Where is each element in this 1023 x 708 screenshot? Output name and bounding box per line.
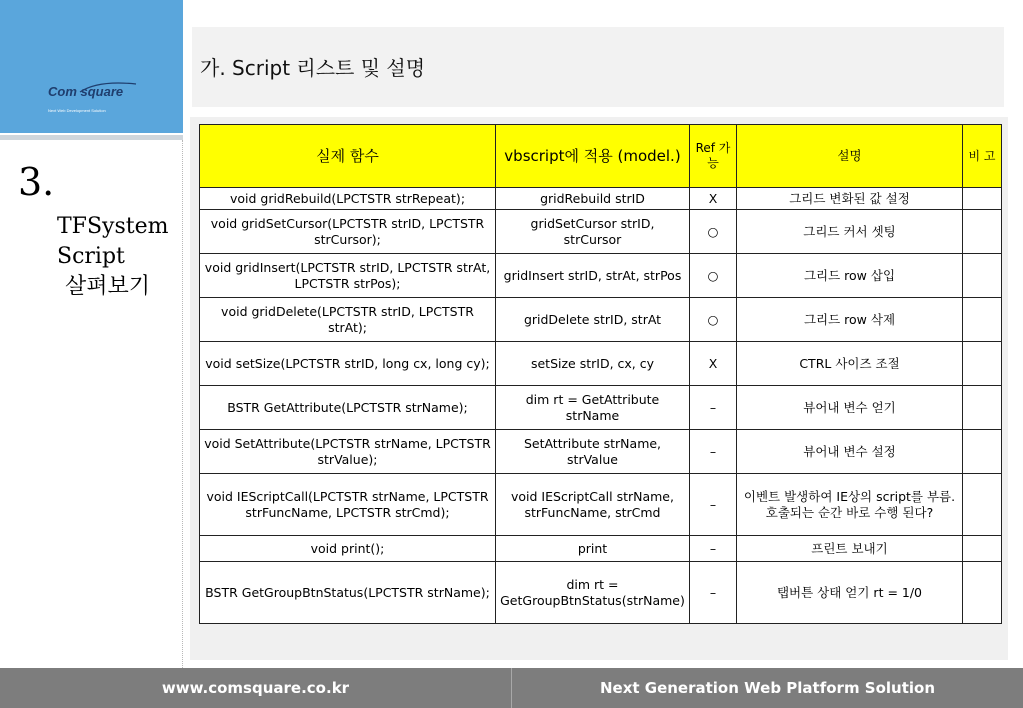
cell-vbscript: setSize strID, cx, cy <box>496 342 690 386</box>
cell-vbscript: print <box>496 536 690 562</box>
cell-function: BSTR GetGroupBtnStatus(LPCTSTR strName); <box>200 562 496 624</box>
cell-function: void gridInsert(LPCTSTR strID, LPCTSTR strAt, LPCTSTR strPos); <box>200 254 496 298</box>
logo-tagline: Next Web Development Solution <box>48 108 106 113</box>
section-number: 3. <box>18 160 55 204</box>
header-note: 비 고 <box>963 125 1002 188</box>
cell-note <box>963 562 1002 624</box>
cell-function: void gridSetCursor(LPCTSTR strID, LPCTSTR strCursor); <box>200 210 496 254</box>
table-header-row <box>200 125 1002 188</box>
cell-ref: ○ <box>690 298 737 342</box>
cell-note <box>963 474 1002 536</box>
header-vbscript: vbscript에 적용 (model.) <box>496 125 690 188</box>
header-function: 실제 함수 <box>200 125 496 188</box>
cell-note <box>963 254 1002 298</box>
cell-ref: – <box>690 386 737 430</box>
cell-function: void gridDelete(LPCTSTR strID, LPCTSTR strAt); <box>200 298 496 342</box>
logo-panel <box>0 0 183 133</box>
table-row <box>200 474 1002 536</box>
cell-vbscript: dim rt = GetGroupBtnStatus(strName) <box>496 562 690 624</box>
header-ref: Ref 가 능 <box>690 125 737 188</box>
logo: Com square <box>48 84 124 99</box>
cell-ref: – <box>690 474 737 536</box>
cell-ref: ○ <box>690 254 737 298</box>
table-row <box>200 342 1002 386</box>
cell-note <box>963 210 1002 254</box>
cell-note <box>963 298 1002 342</box>
section-title <box>57 212 187 302</box>
sidebar-divider <box>0 135 183 140</box>
cell-function: void gridRebuild(LPCTSTR strRepeat); <box>200 188 496 210</box>
footer-slogan: Next Generation Web Platform Solution <box>599 679 936 697</box>
cell-description: 탭버튼 상태 얻기 rt = 1/0 <box>737 562 963 624</box>
cell-function: BSTR GetAttribute(LPCTSTR strName); <box>200 386 496 430</box>
footer-website: www.comsquare.co.kr <box>161 679 350 697</box>
cell-description: 뷰어내 변수 얻기 <box>737 386 963 430</box>
cell-description: 그리드 변화된 값 설정 <box>737 188 963 210</box>
cell-vbscript: gridDelete strID, strAt <box>496 298 690 342</box>
page-title: 가. Script 리스트 및 설명 <box>200 56 426 80</box>
cell-function: void print(); <box>200 536 496 562</box>
cell-function: void setSize(LPCTSTR strID, long cx, long cy); <box>200 342 496 386</box>
section-title-line: Script <box>57 244 125 269</box>
cell-note <box>963 342 1002 386</box>
table-row <box>200 562 1002 624</box>
table-row <box>200 188 1002 210</box>
script-table <box>199 124 1002 624</box>
cell-description: 뷰어내 변수 설정 <box>737 430 963 474</box>
table-row <box>200 430 1002 474</box>
table-row <box>200 254 1002 298</box>
cell-vbscript: void IEScriptCall strName, strFuncName, strCmd <box>496 474 690 536</box>
table-row <box>200 536 1002 562</box>
cell-ref: – <box>690 562 737 624</box>
table-row <box>200 210 1002 254</box>
cell-note <box>963 430 1002 474</box>
cell-vbscript: gridSetCursor strID, strCursor <box>496 210 690 254</box>
cell-function: void IEScriptCall(LPCTSTR strName, LPCTSTR strFuncName, LPCTSTR strCmd); <box>200 474 496 536</box>
cell-description: 이벤트 발생하여 IE상의 script를 부름. 호출되는 순간 바로 수행 된다? <box>737 474 963 536</box>
section-title-line: 살펴보기 <box>65 274 151 299</box>
section-title-line: TFSystem <box>57 214 169 239</box>
cell-vbscript: gridInsert strID, strAt, strPos <box>496 254 690 298</box>
cell-ref: – <box>690 430 737 474</box>
cell-function: void SetAttribute(LPCTSTR strName, LPCTSTR strValue); <box>200 430 496 474</box>
cell-description: 프린트 보내기 <box>737 536 963 562</box>
footer <box>0 668 1023 708</box>
table-row <box>200 386 1002 430</box>
cell-description: 그리드 row 삽입 <box>737 254 963 298</box>
cell-vbscript: gridRebuild strID <box>496 188 690 210</box>
cell-vbscript: SetAttribute strName, strValue <box>496 430 690 474</box>
cell-description: CTRL 사이즈 조절 <box>737 342 963 386</box>
table-row <box>200 298 1002 342</box>
cell-description: 그리드 커서 셋팅 <box>737 210 963 254</box>
cell-note <box>963 188 1002 210</box>
cell-note <box>963 536 1002 562</box>
cell-ref: X <box>690 342 737 386</box>
cell-ref: – <box>690 536 737 562</box>
header-description: 설명 <box>737 125 963 188</box>
cell-description: 그리드 row 삭제 <box>737 298 963 342</box>
cell-ref: X <box>690 188 737 210</box>
cell-note <box>963 386 1002 430</box>
cell-vbscript: dim rt = GetAttribute strName <box>496 386 690 430</box>
cell-ref: ○ <box>690 210 737 254</box>
